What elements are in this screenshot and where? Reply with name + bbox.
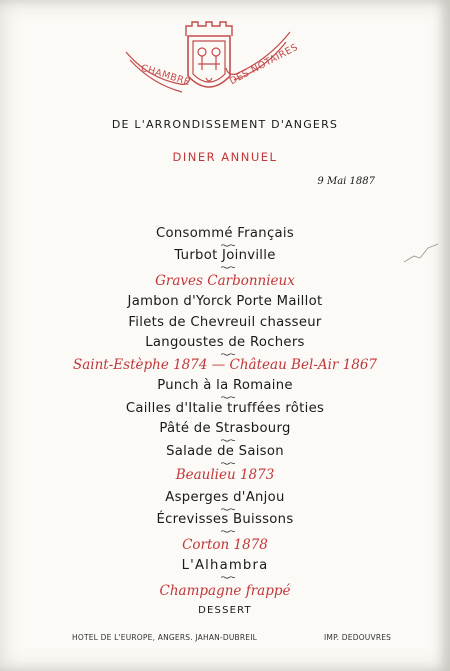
menu-item: Asperges d'Anjou [165,490,285,505]
separator-squiggle [221,353,235,356]
separator-squiggle [221,439,235,442]
menu-item: Pâté de Strasbourg [159,421,291,436]
separator-squiggle [221,508,235,511]
page-title: DINER ANNUEL [172,150,278,164]
wine-item: Graves Carbonnieux [155,273,295,289]
paper-crease-mark [402,232,442,272]
separator-squiggle [221,396,235,399]
separator-squiggle [221,530,235,533]
menu-item: Langoustes de Rochers [145,335,305,350]
crest-banner-right: DES NOTAIRES [227,41,301,88]
separator-squiggle [221,244,235,247]
wine-item: Champagne frappé [159,583,291,599]
menu-item: L'Alhambra [181,558,269,573]
menu-item: Punch à la Romaine [157,378,293,393]
menu-item: Jambon d'Yorck Porte Maillot [127,294,323,309]
menu-item: Salade de Saison [166,444,284,459]
wine-item: Corton 1878 [182,537,268,553]
footer-printer-right: IMP. DEDOUVRES [324,633,392,642]
menu-item: Filets de Chevreuil chasseur [128,315,322,330]
date: 9 Mai 1887 [317,176,375,187]
separator-squiggle [221,576,235,579]
dessert-label: DESSERT [198,605,252,616]
crest-banner-left: CHAMBRE [139,62,192,89]
wine-item: Beaulieu 1873 [175,467,275,483]
subtitle: DE L'ARRONDISSEMENT D'ANGERS [111,118,339,131]
menu-item: Écrevisses Buissons [156,512,294,527]
separator-squiggle [221,266,235,269]
wine-item: Saint-Estèphe 1874 — Château Bel-Air 1867 [72,357,378,373]
footer-printer-left: HOTEL DE L'EUROPE, ANGERS. JAHAN-DUBREIL [72,633,258,642]
menu-item: Turbot Joinville [174,248,276,263]
menu-item: Cailles d'Italie truffées rôties [125,401,325,416]
menu-item: Consommé Français [155,226,295,241]
separator-squiggle [221,462,235,465]
